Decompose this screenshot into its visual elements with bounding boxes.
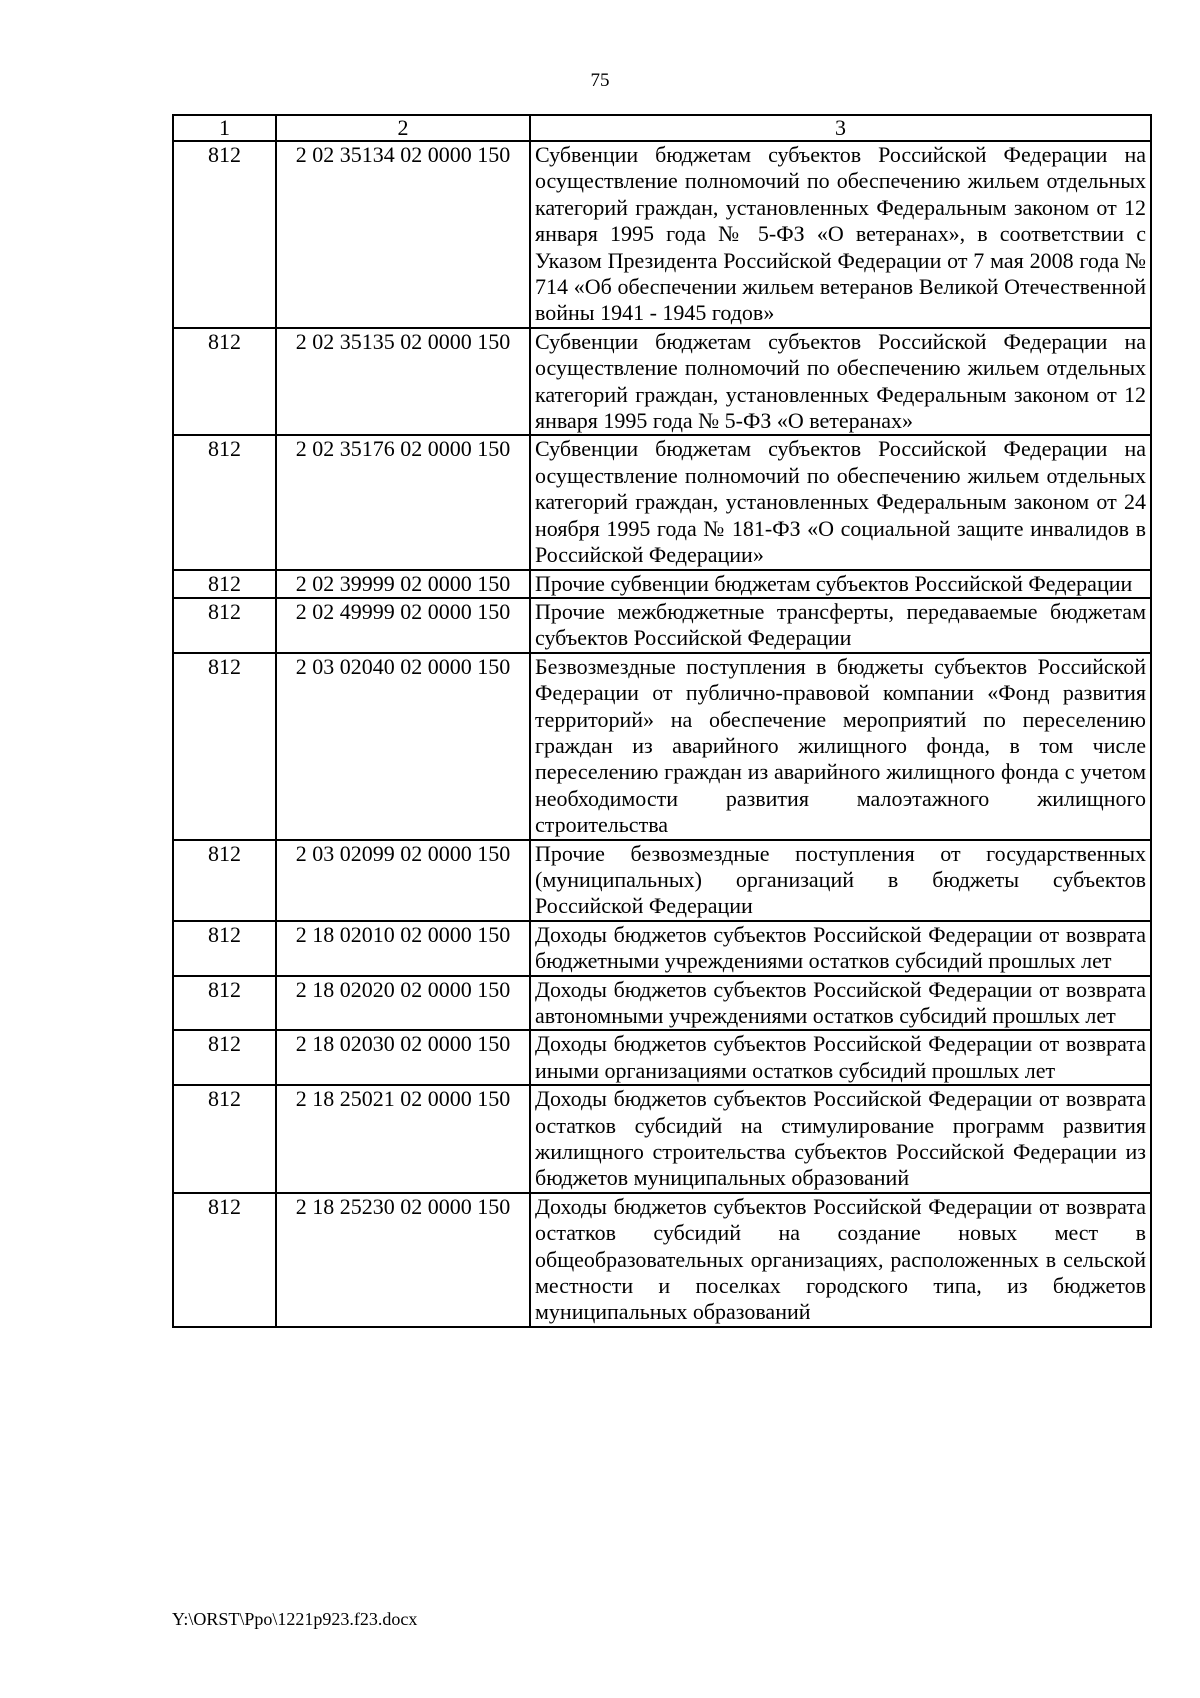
table-row [173, 921, 1151, 976]
revenue-name-cell: Прочие безвозмездные поступления от государственных (муниципальных) организаций в бюджеты субъектов Российской Федерации [530, 840, 1151, 921]
budget-classification-code-cell: 2 18 02010 02 0000 150 [276, 921, 530, 976]
page-number: 75 [590, 70, 610, 91]
budget-classification-code-cell: 2 03 02099 02 0000 150 [276, 840, 530, 921]
footer-file-path: Y:\ORST\Ppo\1221p923.f23.docx [172, 1609, 418, 1629]
admin-code-cell: 812 [173, 598, 276, 653]
budget-classification-code-cell: 2 02 35176 02 0000 150 [276, 435, 530, 569]
admin-code-cell: 812 [173, 570, 276, 598]
admin-code-cell: 812 [173, 141, 276, 328]
column-header-2: 2 [276, 115, 530, 141]
table-row [173, 1193, 1151, 1327]
revenue-name-cell: Безвозмездные поступления в бюджеты субъектов Российской Федерации от публично-правовой компании «Фонд развития территорий» на обеспечение мероприятий по переселению граждан из аварийного жилищного фонда, в том числе переселению граждан из аварийного жилищного фонда с учетом необходимости развития малоэтажного жилищного строительства [530, 653, 1151, 840]
revenue-name-cell: Субвенции бюджетам субъектов Российской Федерации на осуществление полномочий по обеспечению жильем отдельных категорий граждан, установленных Федеральным законом от 12 января 1995 года № 5-ФЗ «О ветеранах» [530, 328, 1151, 436]
budget-classification-code-cell: 2 18 25021 02 0000 150 [276, 1085, 530, 1193]
admin-code-cell: 812 [173, 1193, 276, 1327]
budget-classification-code-cell: 2 02 39999 02 0000 150 [276, 570, 530, 598]
admin-code-cell: 812 [173, 840, 276, 921]
table-row [173, 435, 1151, 569]
revenue-name-cell: Субвенции бюджетам субъектов Российской Федерации на осуществление полномочий по обеспечению жильем отдельных категорий граждан, установленных Федеральным законом от 24 ноября 1995 года № 181-ФЗ «О социальной защите инвалидов в Российской Федерации» [530, 435, 1151, 569]
revenue-name-cell: Прочие межбюджетные трансферты, передаваемые бюджетам субъектов Российской Федерации [530, 598, 1151, 653]
table-body [173, 115, 1151, 1327]
budget-classification-code-cell: 2 18 25230 02 0000 150 [276, 1193, 530, 1327]
table-header-row [173, 115, 1151, 141]
budget-classification-code-cell: 2 02 49999 02 0000 150 [276, 598, 530, 653]
table-row [173, 598, 1151, 653]
admin-code-cell: 812 [173, 976, 276, 1031]
table-row [173, 840, 1151, 921]
revenue-name-cell: Субвенции бюджетам субъектов Российской Федерации на осуществление полномочий по обеспечению жильем отдельных категорий граждан, установленных Федеральным законом от 12 января 1995 года № 5-ФЗ «О ветеранах», в соответствии с Указом Президента Российской Федерации от 7 мая 2008 года № 714 «Об обеспечении жильем ветеранов Великой Отечественной войны 1941 - 1945 годов» [530, 141, 1151, 328]
column-header-1: 1 [173, 115, 276, 141]
revenue-name-cell: Доходы бюджетов субъектов Российской Федерации от возврата автономными учреждениями остатков субсидий прошлых лет [530, 976, 1151, 1031]
revenue-name-cell: Прочие субвенции бюджетам субъектов Российской Федерации [530, 570, 1151, 598]
admin-code-cell: 812 [173, 1030, 276, 1085]
budget-classification-code-cell: 2 03 02040 02 0000 150 [276, 653, 530, 840]
revenue-name-cell: Доходы бюджетов субъектов Российской Федерации от возврата иными организациями остатков субсидий прошлых лет [530, 1030, 1151, 1085]
table-row [173, 570, 1151, 598]
table-row [173, 328, 1151, 436]
table-row [173, 1030, 1151, 1085]
table-row [173, 976, 1151, 1031]
budget-classification-code-cell: 2 18 02020 02 0000 150 [276, 976, 530, 1031]
admin-code-cell: 812 [173, 1085, 276, 1193]
revenue-codes-table [172, 114, 1152, 1328]
budget-classification-code-cell: 2 02 35135 02 0000 150 [276, 328, 530, 436]
admin-code-cell: 812 [173, 328, 276, 436]
budget-classification-code-cell: 2 18 02030 02 0000 150 [276, 1030, 530, 1085]
revenue-name-cell: Доходы бюджетов субъектов Российской Федерации от возврата бюджетными учреждениями остатков субсидий прошлых лет [530, 921, 1151, 976]
budget-classification-code-cell: 2 02 35134 02 0000 150 [276, 141, 530, 328]
revenue-name-cell: Доходы бюджетов субъектов Российской Федерации от возврата остатков субсидий на создание новых мест в общеобразовательных организациях, расположенных в сельской местности и поселках городского типа, из бюджетов муниципальных образований [530, 1193, 1151, 1327]
table-row [173, 653, 1151, 840]
admin-code-cell: 812 [173, 921, 276, 976]
table-row [173, 1085, 1151, 1193]
table-row [173, 141, 1151, 328]
revenue-name-cell: Доходы бюджетов субъектов Российской Федерации от возврата остатков субсидий на стимулирование программ развития жилищного строительства субъектов Российской Федерации из бюджетов муниципальных образований [530, 1085, 1151, 1193]
admin-code-cell: 812 [173, 653, 276, 840]
column-header-3: 3 [530, 115, 1151, 141]
admin-code-cell: 812 [173, 435, 276, 569]
